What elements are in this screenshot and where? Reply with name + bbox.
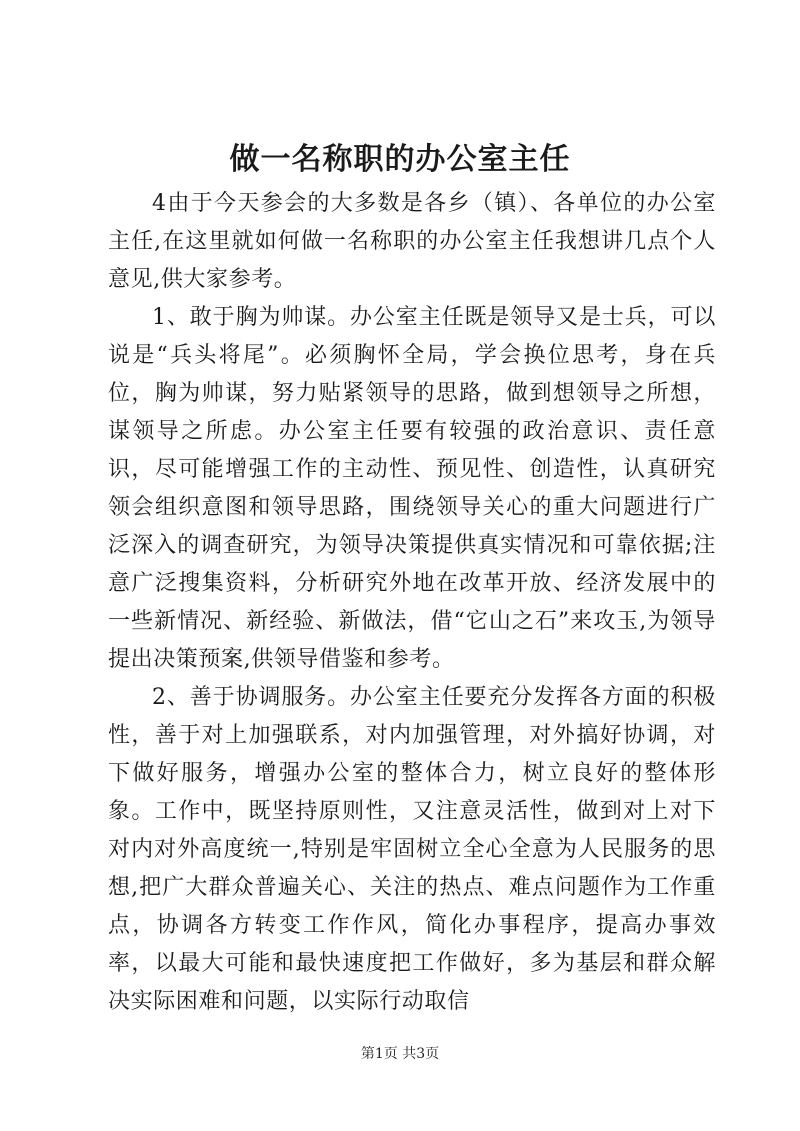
page-footer: 第1页 共3页 (360, 1046, 440, 1062)
document-body (108, 185, 716, 1021)
document-title: 做一名称职的办公室主任 (229, 142, 571, 177)
paragraph-intro: 4由于今天参会的大多数是各乡（镇）、各单位的办公室主任,在这里就如何做一名称职的办公室主任我想讲几点个人意见,供大家参考。 (108, 191, 716, 292)
paragraph-point-1: 1、敢于胸为帅谋。办公室主任既是领导又是士兵，可以说是“兵头将尾”。必须胸怀全局，学会换位思考，身在兵位，胸为帅谋，努力贴紧领导的思路，做到想领导之所想，谋领导之所虑。办公室主任要有较强的政治意识、责任意识，尽可能增强工作的主动性、预见性、创造性，认真研究领会组织意图和领导思路，围绕领导关心的重大问题进行广泛深入的调查研究，为领导决策提供真实情况和可靠依据;注意广泛搜集资料，分析研究外地在改革开放、经济发展中的一些新情况、新经验、新做法，借“它山之石”来攻玉,为领导提出决策预案,供领导借鉴和参考。 (108, 305, 716, 672)
paragraph-point-2: 2、善于协调服务。办公室主任要充分发挥各方面的积极性，善于对上加强联系，对内加强管理，对外搞好协调，对下做好服务，增强办公室的整体合力，树立良好的整体形象。工作中，既坚持原则性，又注意灵活性，做到对上对下对内对外高度统一,特别是牢固树立全心全意为人民服务的思想,把广大群众普遍关心、关注的热点、难点问题作为工作重点，协调各方转变工作作风，简化办事程序，提高办事效率，以最大可能和最快速度把工作做好，多为基层和群众解决实际困难和问题，以实际行动取信 (108, 685, 716, 1014)
